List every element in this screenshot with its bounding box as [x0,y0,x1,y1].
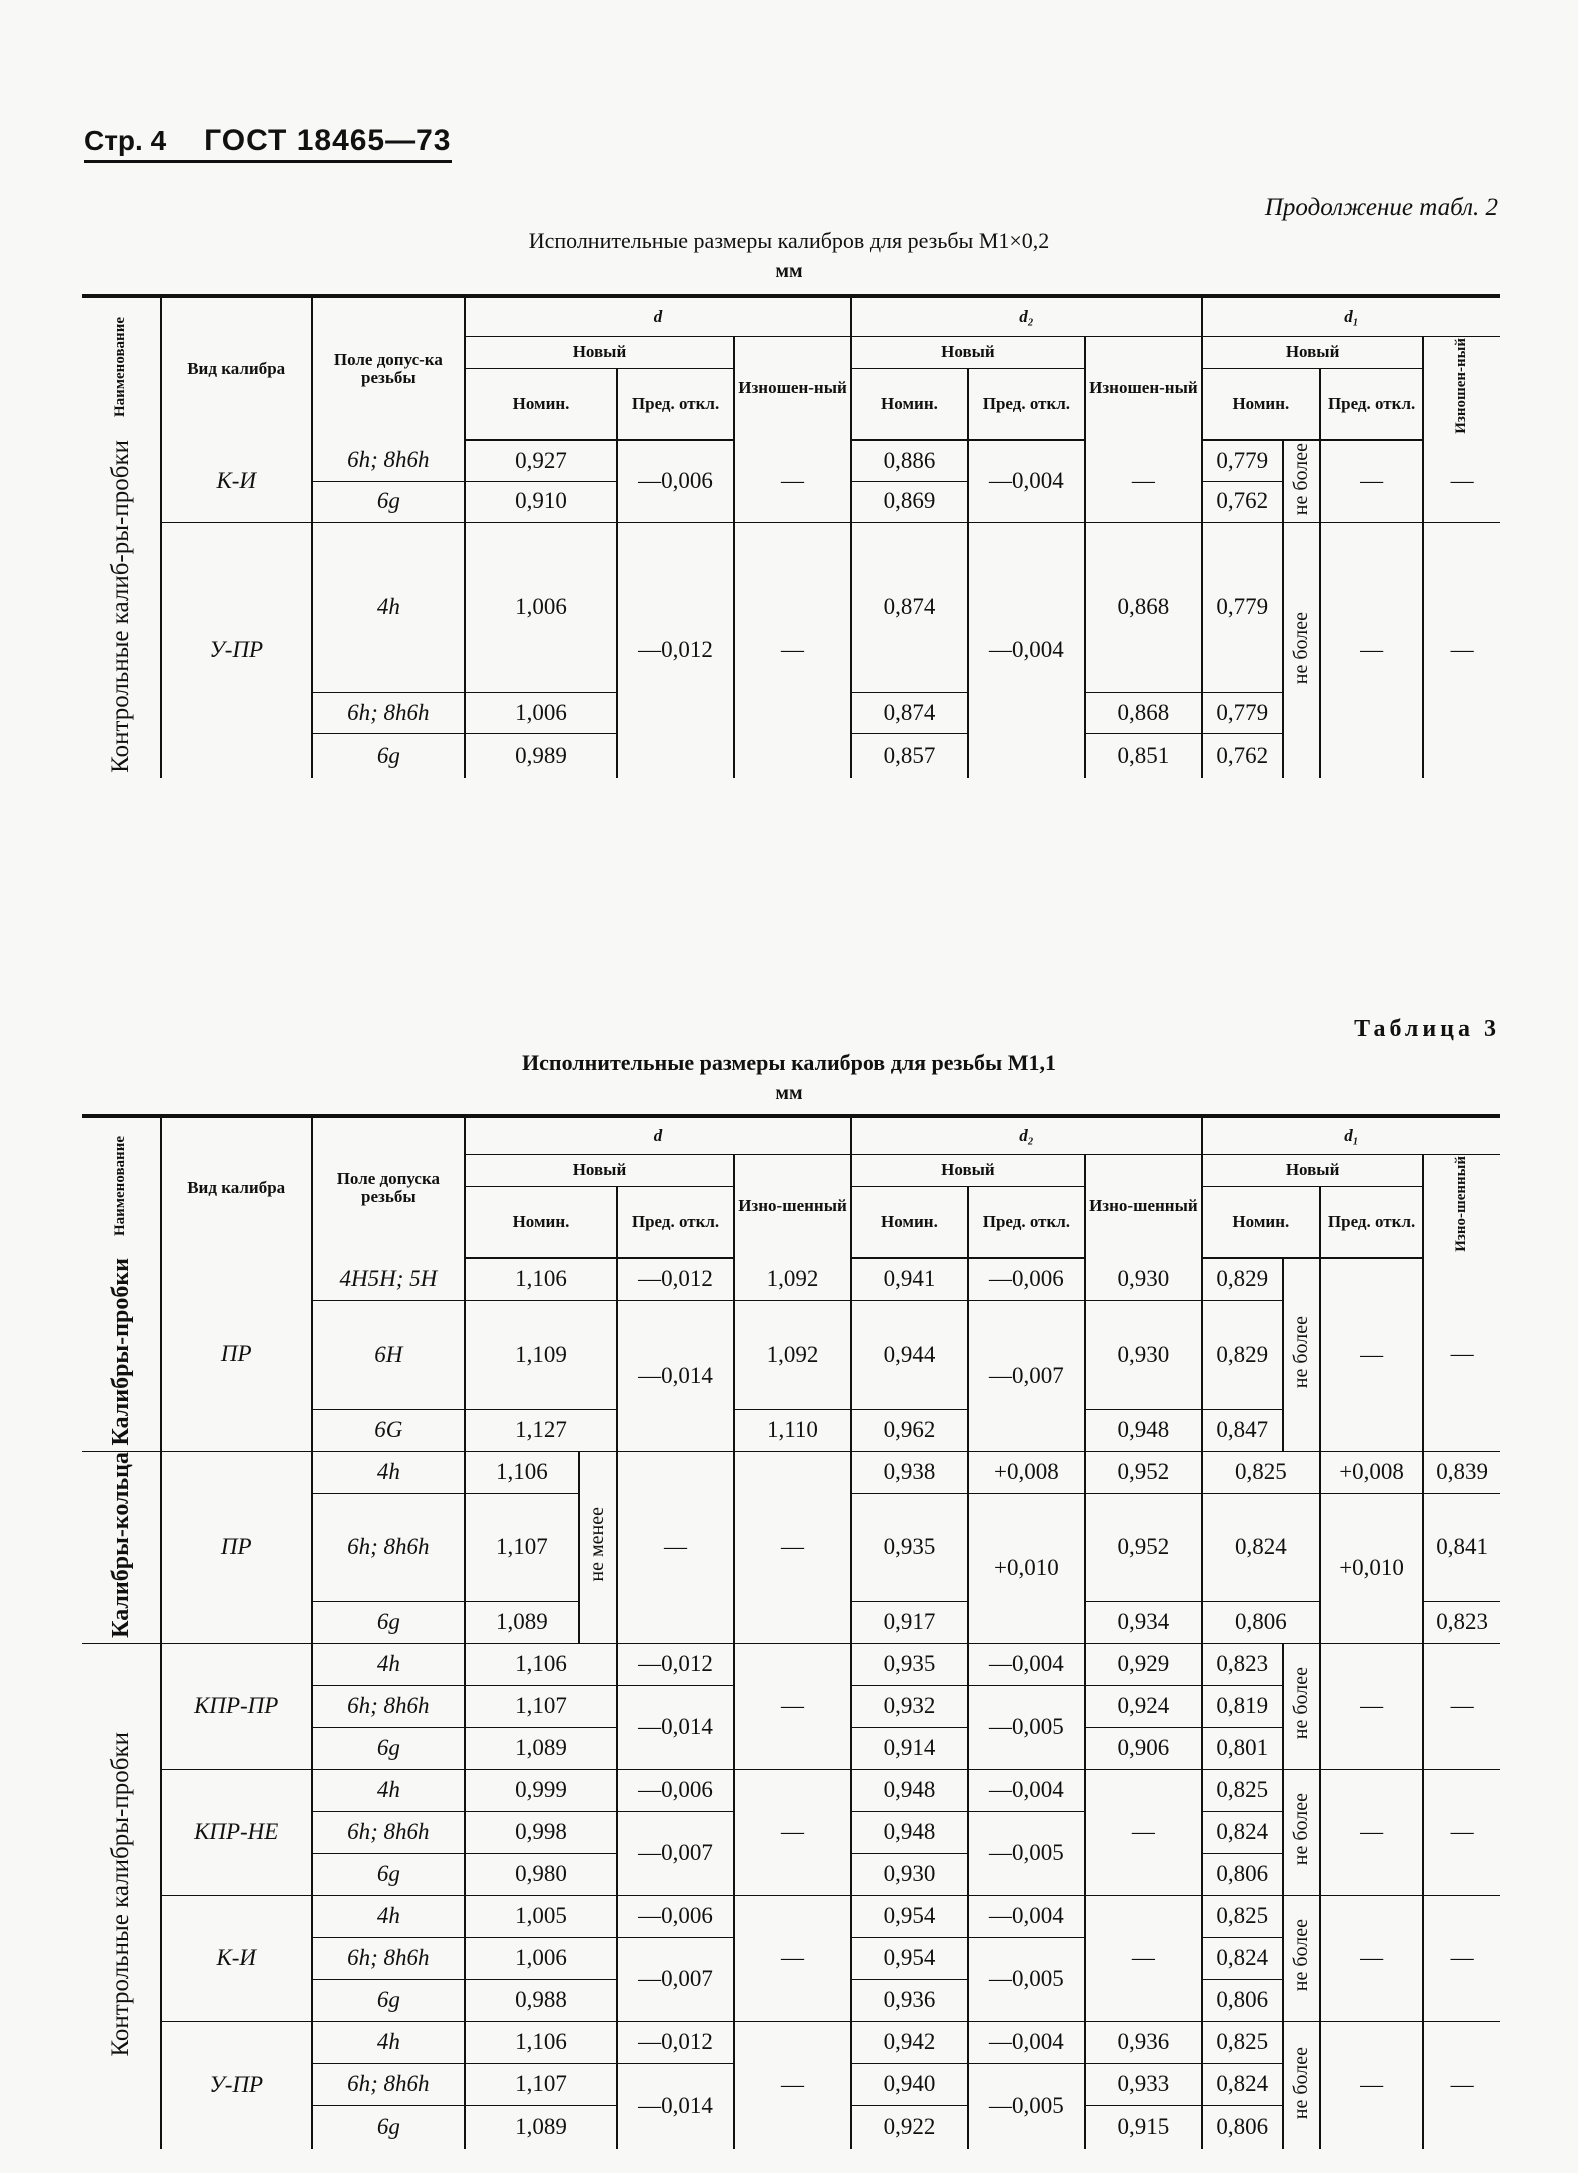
col-d2-header: d₂ [851,296,1202,336]
cell: 0,934 [1085,1601,1202,1643]
group-label: Контрольные калиб-ры-пробки [82,440,161,778]
caliber-kind: У-ПР [161,522,312,778]
cell: 0,988 [465,1979,617,2021]
caliber-kind: К-И [161,440,312,522]
tolerance-field: 4H5H; 5H [312,1258,465,1300]
col-kind-header: Вид калибра [161,1116,312,1258]
cell: 1,092 [734,1258,851,1300]
cell: — [1423,1258,1500,1451]
cell: 0,948 [851,1769,968,1811]
tolerance-field: 4h [312,2021,465,2063]
cell: — [734,522,851,778]
cell: — [1320,522,1424,778]
cell: 0,929 [1085,1643,1202,1685]
cell: — [1320,1769,1424,1895]
cell: 0,823 [1202,1643,1283,1685]
tolerance-field: 6g [312,1979,465,2021]
tolerance-field: 4h [312,522,465,693]
caliber-kind: КПР-ПР [161,1643,312,1769]
table-row [82,1643,1500,1685]
cell: 0,825 [1202,1895,1283,1937]
table2-title: Исполнительные размеры калибров для резьбы М1×0,2 [528,228,1050,253]
col-d-header: d [465,1116,851,1154]
tolerance-field: 6g [312,1727,465,1769]
cell: —0,006 [617,440,734,522]
tolerance-field: 6G [312,1409,465,1451]
d-dev-header: Пред. откл. [617,368,734,440]
caliber-kind: У-ПР [161,2021,312,2149]
d2-worn-header: Изношен-ный [1085,336,1202,440]
cell: — [1320,440,1424,522]
table-row [82,440,1500,481]
cell: 0,851 [1085,734,1202,778]
cell: +0,008 [1320,1451,1424,1493]
tolerance-field: 4h [312,1769,465,1811]
table3 [82,1114,1500,2149]
cell: — [1423,1643,1500,1769]
tolerance-field: 6h; 8h6h [312,1811,465,1853]
cell: 0,932 [851,1685,968,1727]
tolerance-field: 6g [312,734,465,778]
cell: 0,910 [465,481,617,522]
table3-unit: мм [775,1082,803,1104]
cell: — [734,1643,851,1769]
cell: 0,825 [1202,2021,1283,2063]
table-row [82,1451,1500,1493]
no-more-note: не более [1283,1769,1320,1895]
cell: 0,841 [1423,1493,1500,1601]
cell: 0,824 [1202,1493,1320,1601]
cell: —0,004 [968,440,1085,522]
cell: 0,829 [1202,1300,1283,1409]
tolerance-field: 4h [312,1451,465,1493]
cell: 0,930 [1085,1300,1202,1409]
col-field-header: Поле допуска резьбы [312,1116,465,1258]
cell: 0,999 [465,1769,617,1811]
d1-new-header: Новый [1202,1154,1423,1186]
cell: 0,954 [851,1937,968,1979]
cell: 0,824 [1202,1811,1283,1853]
cell: — [1450,637,1474,663]
cell: 1,089 [465,1601,579,1643]
cell: 0,924 [1085,1685,1202,1727]
tolerance-field: 6g [312,2105,465,2149]
d2-nom-header: Номин. [851,368,968,440]
cell: — [1450,2072,1474,2098]
no-more-note: не более [1283,522,1320,778]
cell: 0,868 [1085,522,1202,693]
col-d1-header: d₁ [1202,1116,1500,1154]
cell: 1,092 [734,1300,851,1409]
cell: 0,933 [1085,2063,1202,2105]
cell: 0,940 [851,2063,968,2105]
cell: — [1320,2021,1424,2149]
cell: 0,806 [1202,1601,1320,1643]
cell: 0,948 [851,1811,968,1853]
d1-dev-header: Пред. откл. [1320,1186,1424,1258]
cell: 0,954 [851,1895,968,1937]
cell: 0,948 [1085,1409,1202,1451]
tolerance-field: 4h [312,1895,465,1937]
d2-dev-header: Пред. откл. [968,1186,1085,1258]
tolerance-field: 6g [312,1853,465,1895]
cell: 0,930 [1085,1258,1202,1300]
cell: — [734,440,851,522]
cell: 1,006 [465,1937,617,1979]
table-row [82,2021,1500,2063]
cell: 0,819 [1202,1685,1283,1727]
cell: 0,935 [851,1643,968,1685]
cell: 0,869 [851,481,968,522]
cell: — [1423,1769,1500,1895]
cell: 1,127 [465,1409,617,1451]
tolerance-field: 6H [312,1300,465,1409]
table2 [82,294,1500,778]
tolerance-field: 6h; 8h6h [312,1493,465,1601]
d2-dev-header: Пред. откл. [968,368,1085,440]
cell: —0,012 [617,2021,734,2063]
cell: 1,106 [465,1643,617,1685]
cell: 0,930 [851,1853,968,1895]
cell: 0,962 [851,1409,968,1451]
cell: —0,005 [968,1685,1085,1769]
document-code: ГОСТ 18465—73 [204,124,452,157]
cell: 0,906 [1085,1727,1202,1769]
cell: 1,006 [465,522,617,693]
no-more-note: не более [1283,1643,1320,1769]
cell: 0,825 [1202,1769,1283,1811]
d1-worn-header: Изношен-ный [1453,338,1470,435]
no-more-note: не более [1283,1258,1320,1451]
no-less-note: не менее [579,1451,617,1643]
cell: 0,922 [851,2105,968,2149]
cell: 0,779 [1202,522,1283,693]
d2-worn-header: Изно-шенный [1085,1154,1202,1258]
caliber-kind: К-И [161,1895,312,2021]
cell: —0,005 [968,2063,1085,2149]
cell: 1,107 [465,2063,617,2105]
cell: 0,824 [1202,1937,1283,1979]
cell: —0,014 [617,2063,734,2149]
no-more-note: не более [1283,2021,1320,2149]
cell: 0,952 [1085,1493,1202,1601]
cell: 0,936 [1085,2021,1202,2063]
cell: —0,006 [968,1258,1085,1300]
cell: 0,935 [851,1493,968,1601]
tolerance-field: 6h; 8h6h [312,1937,465,1979]
col-d1-header: d₁ [1202,296,1500,336]
cell: 0,762 [1202,481,1283,522]
table-row [82,1258,1500,1300]
cell: —0,004 [968,2021,1085,2063]
cell: — [734,1451,851,1643]
cell: —0,006 [617,1895,734,1937]
cell: 1,109 [465,1300,617,1409]
cell: 1,089 [465,2105,617,2149]
cell: 1,107 [465,1493,579,1601]
cell: +0,010 [1320,1493,1424,1643]
table3-label: Таблица 3 [1354,1016,1500,1042]
cell: — [734,1895,851,2021]
d2-new-header: Новый [851,336,1085,368]
cell: 1,106 [465,1258,617,1300]
cell: 0,944 [851,1300,968,1409]
cell: —0,007 [617,1937,734,2021]
table3-title: Исполнительные размеры калибров для резьбы М1,1 [522,1050,1056,1075]
cell: — [1085,1895,1202,2021]
cell: —0,004 [968,1643,1085,1685]
cell: +0,008 [968,1451,1085,1493]
d2-nom-header: Номин. [851,1186,968,1258]
cell: 0,868 [1085,693,1202,734]
cell: 0,825 [1202,1451,1320,1493]
cell: — [1320,1643,1424,1769]
cell: —0,014 [617,1685,734,1769]
cell: —0,004 [968,522,1085,778]
tolerance-field: 6h; 8h6h [312,440,465,481]
caliber-kind: КПР-НЕ [161,1769,312,1895]
cell: 0,824 [1202,2063,1283,2105]
cell: 1,106 [465,2021,617,2063]
d1-dev-header: Пред. откл. [1320,368,1424,440]
d-new-header: Новый [465,1154,734,1186]
table-row [82,1769,1500,1811]
cell: 0,806 [1202,1979,1283,2021]
caliber-kind: ПР [161,1451,312,1643]
tolerance-field: 4h [312,1643,465,1685]
cell: 0,989 [465,734,617,778]
cell: 0,829 [1202,1258,1283,1300]
d-nom-header: Номин. [465,1186,617,1258]
cell: 0,914 [851,1727,968,1769]
no-more-note: не более [1283,1895,1320,2021]
col-name-header: Наименование [82,1116,161,1258]
cell: 0,806 [1202,1853,1283,1895]
cell: —0,006 [617,1769,734,1811]
tolerance-field: 6h; 8h6h [312,693,465,734]
cell: 0,779 [1202,440,1283,481]
col-field-header: Поле допус-ка резьбы [312,296,465,440]
cell: — [1320,1258,1424,1451]
group-label: Калибры-кольца [82,1451,161,1643]
cell: —0,012 [617,1643,734,1685]
cell: — [734,2021,851,2149]
cell: 0,857 [851,734,968,778]
cell: —0,004 [968,1895,1085,1937]
cell: — [1085,440,1202,522]
table-row [82,1895,1500,1937]
no-more-note: не более [1283,440,1320,522]
d-new-header: Новый [465,336,734,368]
cell: —0,004 [968,1769,1085,1811]
col-d2-header: d₂ [851,1116,1202,1154]
cell: 0,915 [1085,2105,1202,2149]
d1-nom-header: Номин. [1202,368,1320,440]
cell: 0,942 [851,2021,968,2063]
cell: 1,089 [465,1727,617,1769]
cell: —0,012 [617,1258,734,1300]
cell: 0,806 [1202,2105,1283,2149]
cell: — [1423,1895,1500,2021]
cell: 1,107 [465,1685,617,1727]
cell: — [1320,1895,1424,2021]
caliber-kind: ПР [161,1258,312,1451]
cell: —0,014 [617,1300,734,1451]
d1-new-header: Новый [1202,336,1423,368]
cell: 0,823 [1423,1601,1500,1643]
d2-new-header: Новый [851,1154,1085,1186]
cell: 1,005 [465,1895,617,1937]
cell: 0,936 [851,1979,968,2021]
cell: 0,874 [851,522,968,693]
cell: — [617,1451,734,1643]
cell: 0,941 [851,1258,968,1300]
cell: 0,847 [1202,1409,1283,1451]
d1-worn-header: Изно-шенный [1453,1156,1470,1253]
cell: —0,012 [617,522,734,778]
tolerance-field: 6h; 8h6h [312,2063,465,2105]
d1-nom-header: Номин. [1202,1186,1320,1258]
cell: 0,801 [1202,1727,1283,1769]
cell: 0,998 [465,1811,617,1853]
cell: 0,874 [851,693,968,734]
group-label: Контрольные калибры-пробки [82,1643,161,2149]
cell: —0,005 [968,1937,1085,2021]
tolerance-field: 6g [312,1601,465,1643]
cell: 1,110 [734,1409,851,1451]
cell: 0,927 [465,440,617,481]
cell: — [734,1769,851,1895]
cell: 0,938 [851,1451,968,1493]
page-number: Стр. 4 [84,125,167,156]
cell: — [1423,440,1500,522]
cell: 0,952 [1085,1451,1202,1493]
cell: — [1085,1769,1202,1895]
col-name-header: Наименование [82,296,161,440]
cell: 0,917 [851,1601,968,1643]
cell: +0,010 [968,1493,1085,1643]
cell: 0,980 [465,1853,617,1895]
cell: 0,762 [1202,734,1283,778]
cell: 0,839 [1423,1451,1500,1493]
d-nom-header: Номин. [465,368,617,440]
group-label: Калибры-пробки [82,1258,161,1451]
tolerance-field: 6h; 8h6h [312,1685,465,1727]
cell: 1,106 [465,1451,579,1493]
cell: —0,007 [968,1300,1085,1451]
cell: 1,006 [465,693,617,734]
tolerance-field: 6g [312,481,465,522]
d-dev-header: Пред. откл. [617,1186,734,1258]
continuation-note: Продолжение табл. 2 [1264,194,1498,221]
page-header [84,124,452,163]
table-row [82,522,1500,693]
d-worn-header: Изно-шенный [734,1154,851,1258]
table2-unit: мм [775,260,803,282]
cell: 0,779 [1202,693,1283,734]
col-kind-header: Вид калибра [161,296,312,440]
cell: —0,007 [617,1811,734,1895]
col-d-header: d [465,296,851,336]
d-worn-header: Изношен-ный [734,336,851,440]
cell: 0,886 [851,440,968,481]
cell: —0,005 [968,1811,1085,1895]
